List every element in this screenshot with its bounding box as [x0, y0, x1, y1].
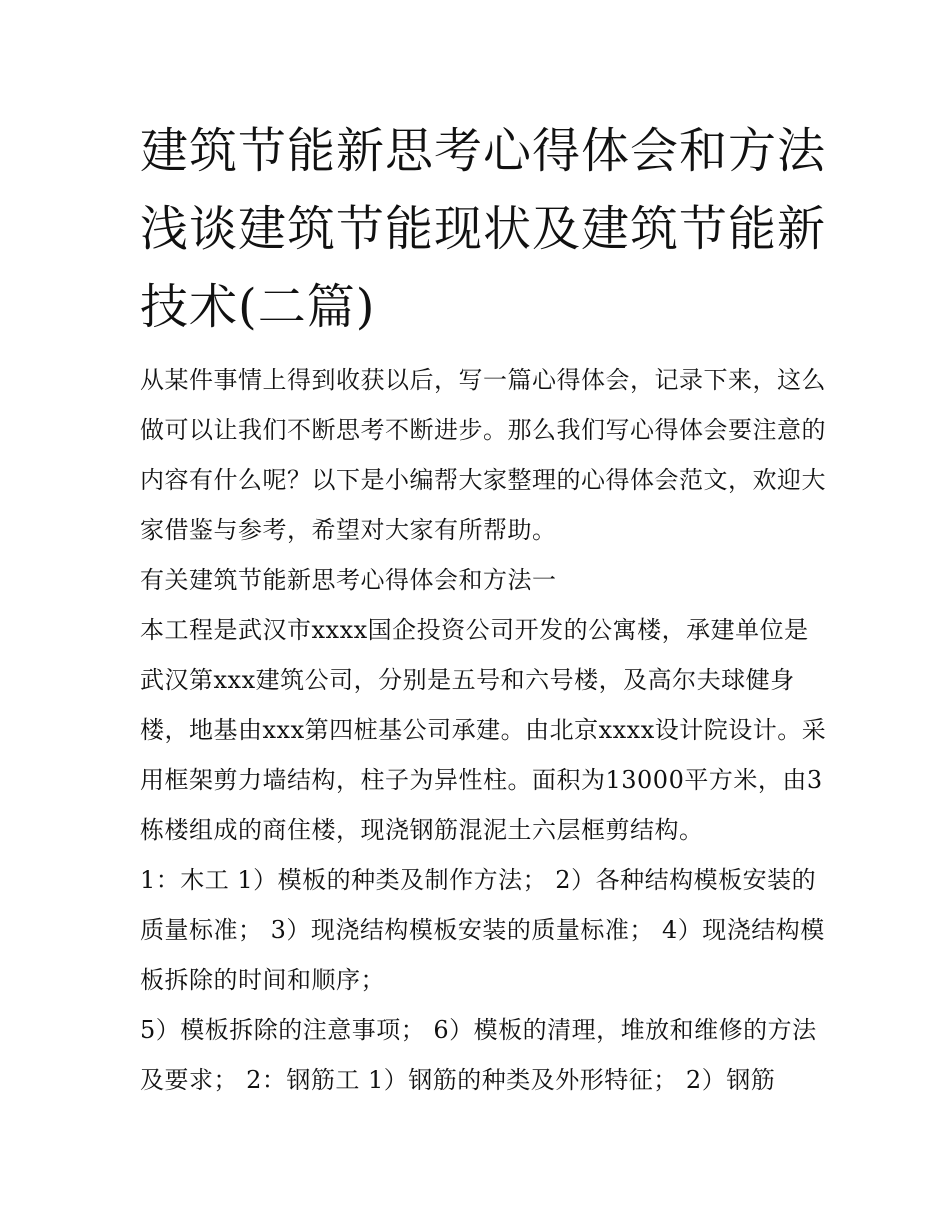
intro-paragraph: 从某件事情上得到收获以后，写一篇心得体会，记录下来，这么做可以让我们不断思考不断进步。那么我们写心得体会要注意的内容有什么呢？以下是小编帮大家整理的心得体会范文，欢迎大家借鉴与参考，希望对大家有所帮助。 — [140, 366, 826, 544]
document-title: 建筑节能新思考心得体会和方法 浅谈建筑节能现状及建筑节能新技术(二篇) — [140, 123, 827, 335]
section-heading: 有关建筑节能新思考心得体会和方法一 — [140, 566, 557, 594]
formwork-paragraph: 5）模板拆除的注意事项； 6）模板的清理，堆放和维修的方法及要求； 2：钢筋工 1）钢筋的种类及外形特征； 2）钢筋 — [140, 1016, 817, 1094]
project-paragraph: 本工程是武汉市xxxx国企投资公司开发的公寓楼，承建单位是武汉第xxx建筑公司，分别是五号和六号楼，及高尔夫球健身楼，地基由xxx第四桩基公司承建。由北京xxxx设计院设计。采用框架剪力墙结构，柱子为异性柱。面积为13000平方米，由3栋楼组成的商住楼，现浇钢筋混泥土六层框剪结构。 — [140, 616, 827, 844]
carpentry-paragraph: 1：木工 1）模板的种类及制作方法； 2）各种结构模板安装的质量标准； 3）现浇结构模板安装的质量标准； 4）现浇结构模板拆除的时间和顺序； — [140, 866, 825, 994]
